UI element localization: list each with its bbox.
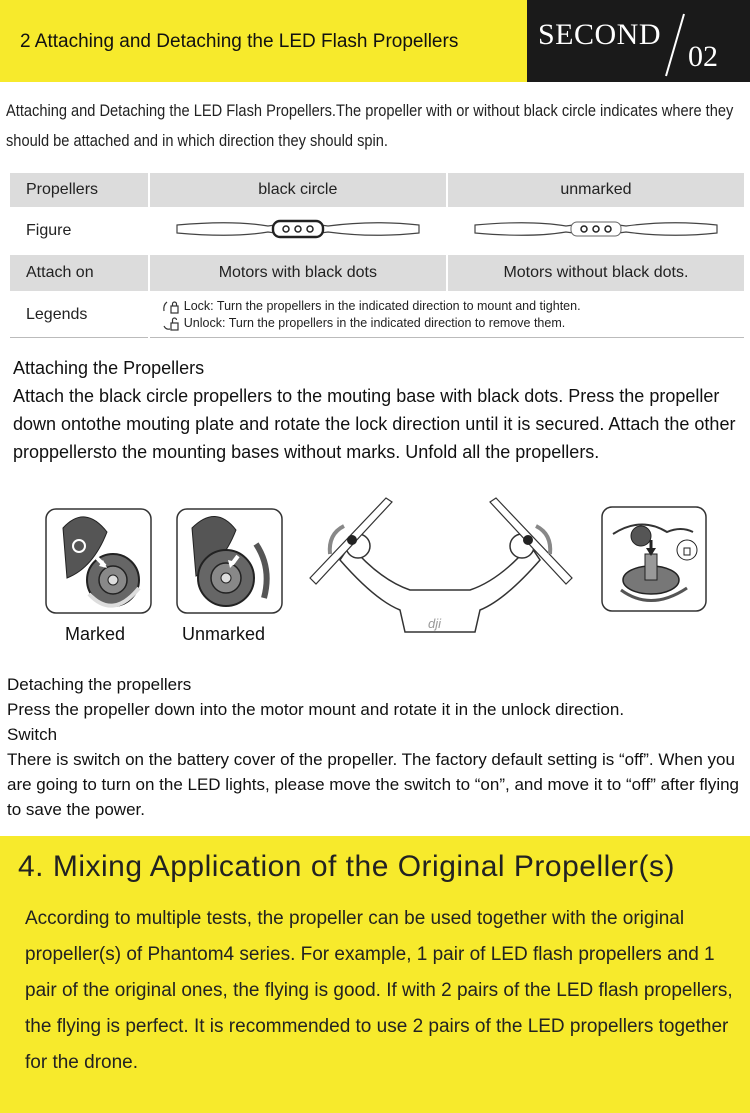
propeller-black-circle-icon [173, 216, 423, 242]
table-row-legends [10, 293, 744, 338]
drone-top-figure [300, 490, 580, 635]
badge-number: 02 [688, 40, 718, 73]
detaching-title: Detaching the propellers [7, 675, 192, 694]
unmarked-caption: Unmarked [182, 624, 266, 644]
unlock-icon [162, 316, 180, 332]
lock-text: Lock: Turn the propellers in the indicated direction to mount and tighten. [183, 299, 581, 313]
table-header-cell: Propellers [10, 173, 148, 207]
propeller-unmarked-figure [448, 209, 744, 253]
lock-icon [162, 299, 180, 315]
attaching-body: Attach the black circle propellers to the mouting base with black dots. Press the propeller down ontothe mouting plate and rotate the lock direction until it is secured. Attach the other proppellersto the mounting bases without marks. Unfold all the propellers. [13, 386, 736, 462]
propeller-black-circle-figure [150, 209, 446, 253]
legend-cell [150, 293, 744, 338]
attach-unmarked-cell: Motors without black dots. [448, 255, 744, 291]
row-label-attach: Attach on [10, 255, 148, 291]
attach-black-cell: Motors with black dots [150, 255, 446, 291]
row-label-figure: Figure [26, 222, 72, 239]
mount-detail-figure [601, 506, 707, 612]
table-header-cell: black circle [150, 173, 446, 207]
propeller-table [8, 171, 746, 340]
table-row-attach [10, 255, 744, 291]
mixing-body: According to multiple tests, the propeller can be used together with the original propeller(s) of Phantom4 series. For example, 1 pair of LED flash propellers and 1 pair of the original ones, the flying is good. If with 2 pairs of the LED flash propellers, the flying is perfect. It is recommended to use 2 pairs of the LED propellers together for the drone. [25, 908, 733, 1073]
badge-slash-icon [660, 10, 690, 80]
brand-mark: dji [428, 616, 442, 631]
mixing-title: 4. Mixing Application of the Original Propeller(s) [18, 850, 675, 883]
table-header-row [10, 173, 744, 207]
attaching-title: Attaching the Propellers [13, 358, 205, 378]
badge-word: SECOND [538, 18, 662, 51]
section-title: 2 Attaching and Detaching the LED Flash Propellers [20, 31, 459, 52]
attaching-section [13, 354, 737, 466]
propeller-unmarked-icon [471, 216, 721, 242]
switch-body: There is switch on the battery cover of the propeller. The factory default setting is “off”. When you are going to turn on the LED lights, please move the switch to “on”, and move it to “off” after flying to save the power. [7, 750, 740, 819]
legend-lock [162, 298, 744, 315]
table-header-cell: unmarked [448, 173, 744, 207]
table-row-figure [10, 209, 744, 253]
row-label-legends: Legends [10, 293, 148, 338]
section-header [0, 0, 750, 82]
detaching-body: Press the propeller down into the motor mount and rotate it in the unlock direction. [7, 700, 625, 719]
marked-caption: Marked [65, 624, 126, 644]
switch-title: Switch [7, 725, 58, 744]
intro-paragraph: Attaching and Detaching the LED Flash Propellers.The propeller with or without black circle indicates where they should be attached and in which direction they should spin. [6, 101, 734, 150]
marked-motor-figure [45, 508, 152, 614]
legend-unlock [162, 315, 744, 332]
unmarked-motor-figure [176, 508, 283, 614]
detaching-section [7, 672, 747, 822]
unlock-text: Unlock: Turn the propellers in the indicated direction to remove them. [183, 316, 566, 330]
